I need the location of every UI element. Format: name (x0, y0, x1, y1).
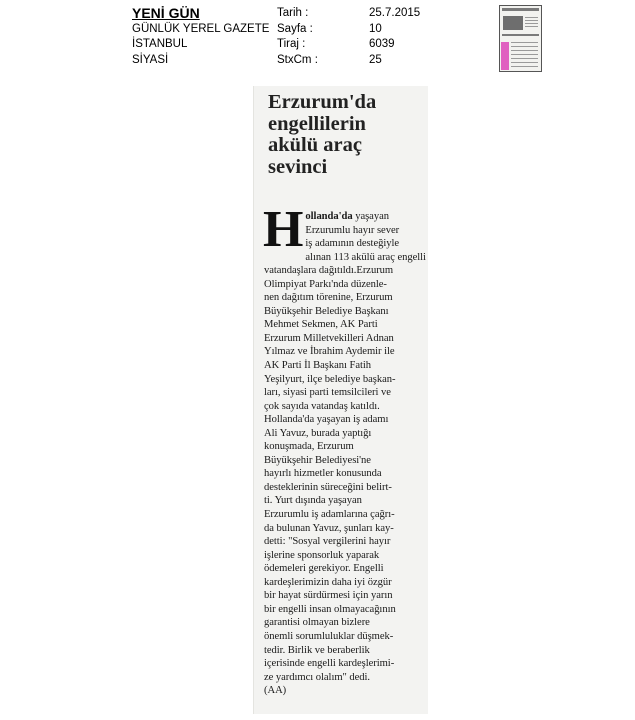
body-line: işlerine sponsorluk yaparak (264, 549, 380, 561)
body-line: ti. Yurt dışında yaşayan (264, 495, 362, 507)
body-line: alınan 113 akülü araç engelli (305, 251, 426, 263)
body-line: Büyükşehir Belediyesi'ne (264, 454, 371, 466)
body-line: Olimpiyat Parkı'nda düzenle- (264, 278, 387, 290)
body-line: detti: "Sosyal vergilerini hayır (264, 536, 391, 548)
body-line: ze yardımcı olalım" dedi. (264, 671, 371, 683)
body-line: hayırlı hizmetler konusunda (264, 468, 382, 480)
body-line: garantisi olmayan bizlere (264, 617, 370, 629)
body-line: bir engelli insan olmayacağının (264, 603, 396, 615)
page-label: Sayfa : (277, 22, 313, 35)
body-line: Büyükşehir Belediye Başkanı (264, 305, 389, 317)
body-line: kardeşlerimizin daha iyi özgür (264, 576, 392, 588)
body-line: da bulunan Yavuz, şunları kay- (264, 522, 394, 534)
body-line: Hollanda'da yaşayan iş adamı (264, 414, 389, 426)
body-line: AK Parti İl Başkanı Fatih (264, 360, 372, 372)
body-line: desteklerinin süreceğini belirt- (264, 481, 392, 493)
page-thumbnail (499, 5, 542, 72)
body-line: Yılmaz ve İbrahim Aydemir ile (264, 346, 395, 358)
stxcm-label: StxCm : (277, 53, 318, 66)
body-line: vatandaşlara dağıtıldı.Erzurum (264, 265, 394, 277)
article-credit: (AA) (264, 685, 287, 697)
lead-word: ollanda'da (305, 211, 353, 222)
body-line: bir hayat sürdürmesi için yarın (264, 590, 393, 602)
body-line: nen dağıtım törenine, Erzurum (264, 292, 393, 304)
publication-name: YENİ GÜN (132, 5, 200, 21)
date-label: Tarih : (277, 7, 309, 19)
body-line: çok sayıda vatandaş katıldı. (264, 400, 380, 412)
body-line: iş adamının desteğiyle (305, 238, 400, 250)
body-line: Mehmet Sekmen, AK Parti (264, 319, 378, 331)
body-line: içerisinde engelli kardeşlerimi- (264, 658, 395, 670)
circulation-label: Tiraj : (277, 38, 306, 50)
body-line: ödemeleri gerekiyor. Engelli (264, 563, 384, 575)
body-line: Ali Yavuz, burada yaptığı (264, 427, 372, 439)
publication-city: İSTANBUL (132, 38, 188, 50)
body-line: ollanda'da yaşayan (305, 211, 389, 222)
article-title: Erzurum'da engellilerin akülü araç sevinci (268, 91, 377, 178)
article-clipping (253, 86, 428, 714)
body-line: ları, siyasi parti temsilcileri ve (264, 387, 391, 399)
header-row (132, 22, 420, 38)
body-line: konuşmada, Erzurum (264, 441, 354, 453)
article-body (263, 201, 426, 698)
drop-cap: H (263, 201, 304, 258)
body-line: önemli sorumluluklar düşmek- (264, 630, 394, 642)
body-line: Erzurumlu iş adamlarına çağrı- (264, 509, 395, 521)
header-row (132, 37, 420, 53)
header-row (132, 53, 420, 69)
body-line: Yeşilyurt, ilçe belediye başkan- (264, 373, 396, 385)
body-line: Erzurumlu hayır sever (305, 224, 400, 236)
page-value: 10 (369, 22, 382, 35)
stxcm-value: 25 (369, 53, 382, 66)
circulation-value: 6039 (369, 38, 395, 50)
clipping-highlight (501, 42, 509, 70)
publication-type: GÜNLÜK YEREL GAZETE (132, 22, 270, 35)
date-value: 25.7.2015 (369, 7, 421, 19)
header-row (132, 6, 420, 22)
category: SİYASİ (132, 53, 169, 66)
clipping-header (132, 6, 420, 68)
body-line: tedir. Birlik ve beraberlik (264, 644, 370, 656)
body-line: Erzurum Milletvekilleri Adnan (264, 332, 394, 344)
